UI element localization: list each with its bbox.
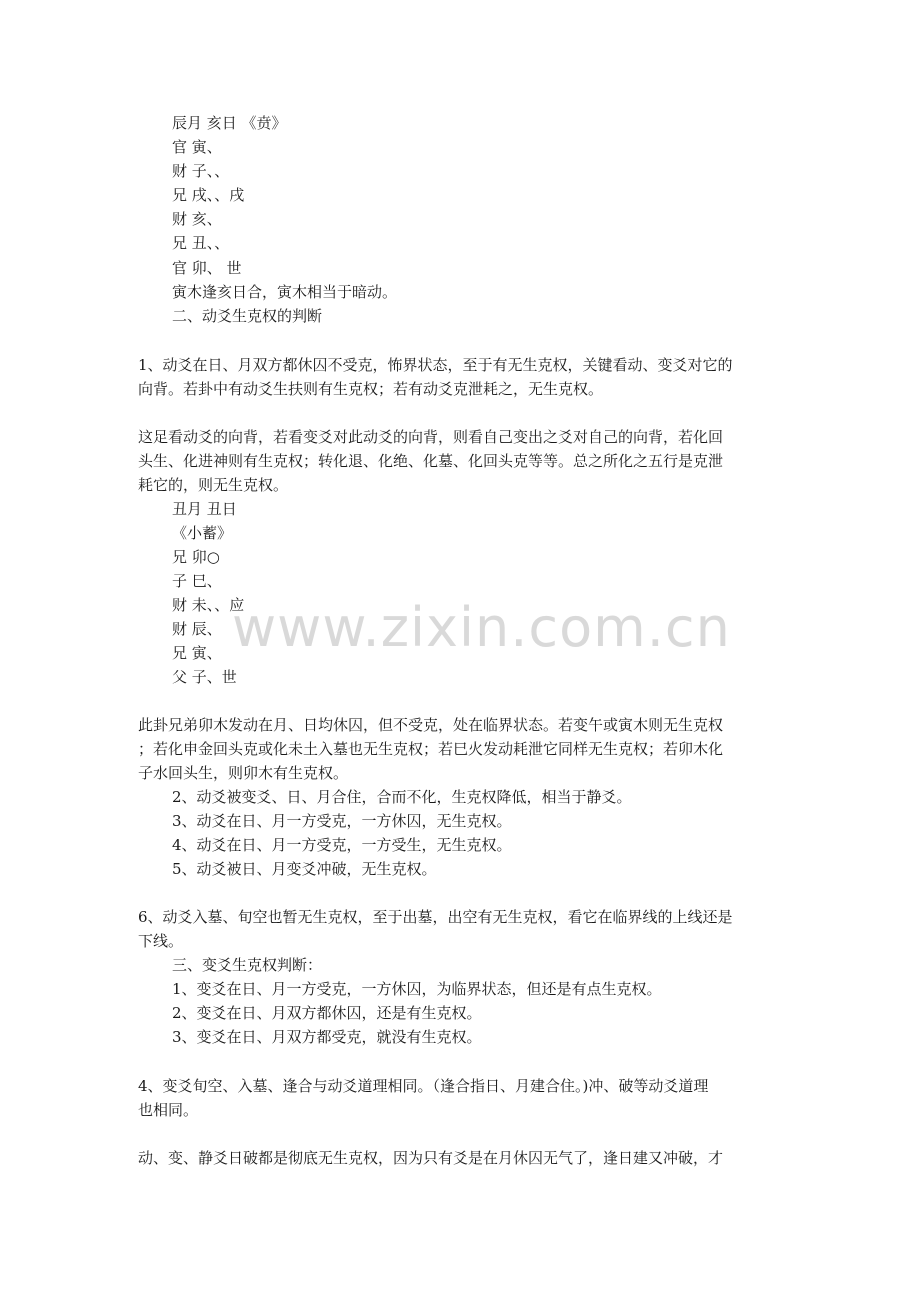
paragraph-line: 此卦兄弟卯木发动在月、日均休囚，但不受克，处在临界状态。若变午或寅木则无生克权	[138, 716, 724, 734]
text-line: 丑月 丑日	[172, 500, 237, 518]
text-line: 财 辰、	[172, 620, 222, 638]
text-line: 财 亥、	[172, 210, 222, 228]
text-line: 《小蓄》	[172, 524, 233, 542]
section-heading: 三、变爻生克权判断：	[172, 956, 323, 974]
text-line: 寅木逢亥日合，寅木相当于暗动。	[172, 283, 398, 301]
paragraph-line: 头生、化进神则有生克权；转化退、化绝、化墓、化回头克等等。总之所化之五行是克泄	[138, 452, 724, 470]
text-line: 父 子、世	[172, 668, 237, 686]
text-line: 财 子、、	[172, 162, 230, 180]
text-line: 兄 卯○	[172, 548, 220, 566]
text-line: 兄 寅、	[172, 644, 222, 662]
paragraph-line: 下线。	[138, 932, 184, 950]
paragraph-line: 耗它的，则无生克权。	[138, 476, 289, 494]
text-line: 3、动爻在日、月一方受克，一方休囚，无生克权。	[172, 812, 512, 830]
paragraph-line: 也相同。	[138, 1101, 199, 1119]
paragraph-line: 1、动爻在日、月双方都休囚不受克，怖界状态，至于有无生克权，关键看动、变爻对它的	[138, 356, 733, 374]
paragraph-line: 这足看动爻的向背，若看变爻对此动爻的向背，则看自己变出之爻对自己的向背，若化回	[138, 428, 724, 446]
text-line: 兄 丑、、	[172, 234, 230, 252]
watermark: www.zixin.com.cn	[232, 596, 731, 659]
paragraph-line: 子水回头生，则卯木有生克权。	[138, 764, 349, 782]
text-line: 财 未、、应	[172, 596, 245, 614]
text-line: 子 巳、	[172, 572, 222, 590]
text-line: 兄 戌、、戌	[172, 186, 245, 204]
text-line: 2、变爻在日、月双方都休囚，还是有生克权。	[172, 1004, 482, 1022]
text-line: 辰月 亥日 《贲》	[172, 114, 287, 132]
text-line: 2、动爻被变爻、日、月合住，合而不化，生克权降低，相当于静爻。	[172, 788, 632, 806]
text-line: 1、变爻在日、月一方受克，一方休囚，为临界状态，但还是有点生克权。	[172, 980, 662, 998]
paragraph-line: 4、变爻旬空、入墓、逢合与动爻道理相同。（逢合指日、月建合住。)冲、破等动爻道理	[138, 1077, 709, 1095]
paragraph-line: 向背。若卦中有动爻生扶则有生克权；若有动爻克泄耗之，无生克权。	[138, 380, 604, 398]
paragraph-line: 动、变、静爻日破都是彻底无生克权，因为只有爻是在月休囚无气了，逢日建又冲破，才	[138, 1149, 724, 1167]
paragraph-line: ；若化申金回头克或化未土入墓也无生克权；若巳火发动耗泄它同样无生克权；若卯木化	[138, 740, 724, 758]
paragraph-line: 6、动爻入墓、旬空也暂无生克权，至于出墓，出空有无生克权，看它在临界线的上线还是	[138, 908, 733, 926]
text-line: 5、动爻被日、月变爻冲破，无生克权。	[172, 860, 437, 878]
text-line: 官 寅、	[172, 138, 222, 156]
text-line: 4、动爻在日、月一方受克，一方受生，无生克权。	[172, 836, 512, 854]
section-heading: 二、动爻生克权的判断	[172, 307, 323, 325]
text-line: 官 卯、 世	[172, 259, 242, 277]
text-line: 3、变爻在日、月双方都受克，就没有生克权。	[172, 1028, 482, 1046]
